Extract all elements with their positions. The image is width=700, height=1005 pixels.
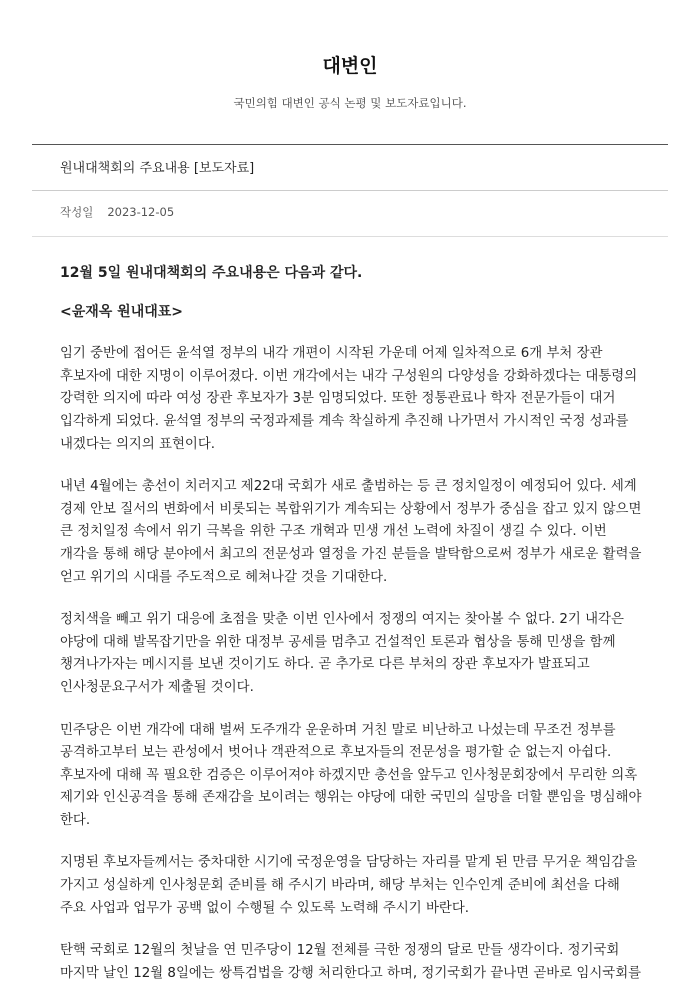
title-divider xyxy=(32,190,668,191)
body-paragraph: 지명된 후보자들께서는 중차대한 시기에 국정운영을 담당하는 자리를 맡게 된 만큼 무거운 책임감을 가지고 성실하게 인사청문회 준비를 해 주시기 바라며, 해당 부처는 인수인계 준비에 최선을 다해 주요 사업과 업무가 공백 없이 수행될 수 있도록 노력해 주시기 바란다. xyxy=(60,855,638,916)
site-subtitle: 국민의힘 대변인 공식 논평 및 보도자료입니다. xyxy=(233,96,467,110)
site-title[interactable]: 대변인 xyxy=(322,55,378,77)
site-header xyxy=(0,0,700,145)
body-paragraph: 탄핵 국회로 12월의 첫날을 연 민주당이 12월 전체를 극한 정쟁의 달로 만들 생각이다. 정기국회 마지막 날인 12월 8일에는 쌍특검법을 강행 처리한다고 하며, 정기국회가 끝나면 곧바로 임시국회를 xyxy=(60,943,642,981)
post-date: 2023-12-05 xyxy=(107,205,175,219)
body-paragraph: 민주당은 이번 개각에 대해 벌써 도주개각 운운하며 거친 말로 비난하고 나섰는데 무조건 정부를 공격하고부터 보는 관성에서 벗어나 객관적으로 후보자들의 전문성을 평가할 순 없는지 아쉽다. 후보자에 대해 꼭 필요한 검증은 이루어져야 하겠지만 총선을 앞두고 인사청문회장에서 무리한 의혹 제기와 인신공격을 통해 존재감을 보이려는 행위는 야당에 대한 국민의 실망을 더할 뿐임을 명심해야 한다. xyxy=(60,722,642,828)
body-paragraph: 정치색을 빼고 위기 대응에 초점을 맞춘 이번 인사에서 정쟁의 여지는 찾아볼 수 없다. 2기 내각은 야당에 대해 발목잡기만을 위한 대정부 공세를 멈추고 건설적인 토론과 협상을 통해 민생을 함께 챙겨나가자는 메시지를 보낸 것이기도 하다. 곧 추가로 다른 부처의 장관 후보자가 발표되고 인사청문요구서가 제출될 것이다. xyxy=(60,612,624,695)
section-heading: <윤재옥 원내대표> xyxy=(60,303,184,320)
body-paragraph: 임기 중반에 접어든 윤석열 정부의 내각 개편이 시작된 가운데 어제 일차적으로 6개 부처 장관 후보자에 대한 지명이 이루어졌다. 이번 개각에서는 내각 구성원의 다양성을 강화하겠다는 대통령의 강력한 의지에 따라 여성 장관 후보자가 3분 임명되었다. 또한 정통관료나 학자 전문가들이 대거 입각하게 되었다. 윤석열 정부의 국정과제를 계속 착실하게 추진해 나가면서 가시적인 국정 성과를 내겠다는 의지의 표현이다. xyxy=(60,346,638,452)
body-paragraph: 내년 4월에는 총선이 치러지고 제22대 국회가 새로 출범하는 등 큰 정치일정이 예정되어 있다. 세계 경제 안보 질서의 변화에서 비롯되는 복합위기가 계속되는 상황에서 정부가 중심을 잡고 있지 않으면 큰 정치일정 속에서 위기 극복을 위한 구조 개혁과 민생 개선 노력에 차질이 생길 수 있다. 이번 개각을 통해 해당 분야에서 최고의 전문성과 열정을 가진 분들을 발탁함으로써 정부가 새로운 활력을 얻고 위기의 시대를 주도적으로 헤쳐나갈 것을 기대한다. xyxy=(60,479,642,585)
post-meta xyxy=(60,204,174,220)
lead-sentence: 12월 5일 원내대책회의 주요내용은 다음과 같다. xyxy=(60,265,363,281)
header-divider xyxy=(32,144,668,145)
date-label: 작성일 xyxy=(60,205,94,219)
post-title: 원내대책회의 주요내용 [보도자료] xyxy=(60,161,255,176)
meta-divider xyxy=(32,236,668,237)
post-body xyxy=(60,262,648,1005)
